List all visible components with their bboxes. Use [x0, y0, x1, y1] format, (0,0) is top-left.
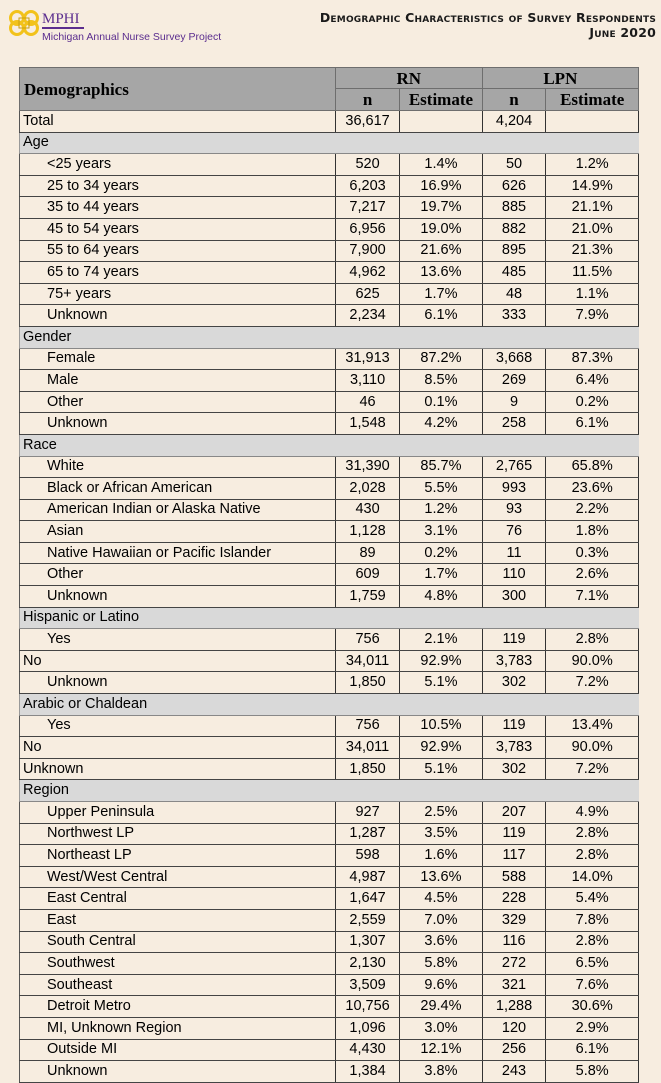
lpn-estimate: 2.6% [546, 564, 639, 586]
rn-n: 6,203 [335, 175, 399, 197]
rn-n: 89 [335, 542, 399, 564]
row-label: East Central [20, 888, 336, 910]
rn-estimate: 13.6% [400, 262, 482, 284]
row-label: Native Hawaiian or Pacific Islander [20, 542, 336, 564]
rn-n: 2,130 [335, 953, 399, 975]
total-row [20, 111, 639, 133]
lpn-n: 485 [482, 262, 546, 284]
lpn-n: 321 [482, 974, 546, 996]
row-label: South Central [20, 931, 336, 953]
rn-n: 34,011 [335, 737, 399, 759]
rn-n: 7,217 [335, 197, 399, 219]
lpn-estimate: 1.2% [546, 154, 639, 176]
lpn-n: 895 [482, 240, 546, 262]
rn-estimate: 2.1% [400, 629, 482, 651]
lpn-estimate: 21.1% [546, 197, 639, 219]
lpn-n: 333 [482, 305, 546, 327]
rn-n: 1,850 [335, 758, 399, 780]
table-row [20, 866, 639, 888]
rn-n: 34,011 [335, 650, 399, 672]
rn-estimate: 1.2% [400, 499, 482, 521]
lpn-n: 3,668 [482, 348, 546, 370]
rn-n: 598 [335, 845, 399, 867]
column-header-demographics: Demographics [20, 68, 336, 111]
lpn-estimate: 23.6% [546, 478, 639, 500]
rn-n: 1,850 [335, 672, 399, 694]
row-label: Other [20, 564, 336, 586]
rn-estimate: 0.2% [400, 542, 482, 564]
table-row [20, 348, 639, 370]
rn-estimate: 29.4% [400, 996, 482, 1018]
lpn-estimate: 7.2% [546, 758, 639, 780]
rn-n: 31,390 [335, 456, 399, 478]
table-row [20, 823, 639, 845]
lpn-n: 11 [482, 542, 546, 564]
rn-n: 7,900 [335, 240, 399, 262]
lpn-estimate: 13.4% [546, 715, 639, 737]
column-group-lpn: LPN [482, 68, 638, 89]
rn-n: 1,548 [335, 413, 399, 435]
lpn-estimate: 6.1% [546, 1039, 639, 1061]
table-row [20, 499, 639, 521]
table-row [20, 802, 639, 824]
row-label: Detroit Metro [20, 996, 336, 1018]
row-label: White [20, 456, 336, 478]
lpn-estimate: 6.5% [546, 953, 639, 975]
title-line-1: Demographic Characteristics of Survey Respondents [319, 10, 656, 25]
table-row [20, 413, 639, 435]
lpn-estimate: 1.1% [546, 283, 639, 305]
table-row [20, 521, 639, 543]
table-row [20, 953, 639, 975]
lpn-estimate: 6.1% [546, 413, 639, 435]
row-label: 25 to 34 years [20, 175, 336, 197]
lpn-n: 119 [482, 629, 546, 651]
table-row [20, 218, 639, 240]
rn-estimate: 16.9% [400, 175, 482, 197]
lpn-n: 272 [482, 953, 546, 975]
row-label: Yes [20, 715, 336, 737]
row-label: 55 to 64 years [20, 240, 336, 262]
table-row [20, 586, 639, 608]
table-row [20, 370, 639, 392]
rn-n: 36,617 [335, 111, 399, 133]
rn-estimate: 4.8% [400, 586, 482, 608]
lpn-estimate: 6.4% [546, 370, 639, 392]
column-header-rn-estimate: Estimate [400, 89, 482, 111]
rn-n: 1,096 [335, 1017, 399, 1039]
column-header-rn-n: n [335, 89, 399, 111]
rn-estimate: 1.7% [400, 283, 482, 305]
lpn-estimate: 7.9% [546, 305, 639, 327]
row-label: 35 to 44 years [20, 197, 336, 219]
rn-estimate: 4.2% [400, 413, 482, 435]
row-label: Male [20, 370, 336, 392]
rn-estimate: 8.5% [400, 370, 482, 392]
lpn-n: 4,204 [482, 111, 546, 133]
row-label: Northeast LP [20, 845, 336, 867]
lpn-n: 302 [482, 758, 546, 780]
row-label: Yes [20, 629, 336, 651]
lpn-estimate: 5.8% [546, 1061, 639, 1083]
lpn-estimate: 5.4% [546, 888, 639, 910]
row-label: Unknown [20, 1061, 336, 1083]
table-row [20, 240, 639, 262]
column-header-lpn-n: n [482, 89, 546, 111]
table-row [20, 909, 639, 931]
lpn-estimate: 21.0% [546, 218, 639, 240]
table-row [20, 197, 639, 219]
lpn-n: 93 [482, 499, 546, 521]
lpn-n: 117 [482, 845, 546, 867]
rn-estimate: 9.6% [400, 974, 482, 996]
table-row [20, 1039, 639, 1061]
table-row [20, 564, 639, 586]
section-title: Age [20, 132, 639, 154]
lpn-n: 1,288 [482, 996, 546, 1018]
lpn-estimate: 2.8% [546, 845, 639, 867]
table-row [20, 888, 639, 910]
rn-estimate: 92.9% [400, 737, 482, 759]
rn-estimate: 19.7% [400, 197, 482, 219]
lpn-estimate: 0.2% [546, 391, 639, 413]
row-label: No [20, 650, 336, 672]
lpn-estimate: 1.8% [546, 521, 639, 543]
lpn-estimate: 2.8% [546, 629, 639, 651]
rn-n: 609 [335, 564, 399, 586]
row-label: Unknown [20, 586, 336, 608]
row-label: Total [20, 111, 336, 133]
rn-estimate: 3.8% [400, 1061, 482, 1083]
row-label: Female [20, 348, 336, 370]
header-row-groups [20, 68, 639, 89]
table-row [20, 974, 639, 996]
row-label: Unknown [20, 672, 336, 694]
row-label: Unknown [20, 305, 336, 327]
column-group-rn: RN [335, 68, 482, 89]
rn-estimate: 19.0% [400, 218, 482, 240]
rn-estimate: 0.1% [400, 391, 482, 413]
section-header-arabic [20, 694, 639, 716]
rn-estimate: 1.4% [400, 154, 482, 176]
lpn-n: 119 [482, 715, 546, 737]
row-label: West/West Central [20, 866, 336, 888]
row-label: American Indian or Alaska Native [20, 499, 336, 521]
project-name: Michigan Annual Nurse Survey Project [42, 31, 222, 43]
row-label: 45 to 54 years [20, 218, 336, 240]
lpn-n: 207 [482, 802, 546, 824]
rn-estimate: 3.0% [400, 1017, 482, 1039]
lpn-n: 269 [482, 370, 546, 392]
section-header-age [20, 132, 639, 154]
lpn-n: 76 [482, 521, 546, 543]
lpn-n: 50 [482, 154, 546, 176]
rn-n: 4,430 [335, 1039, 399, 1061]
rn-estimate: 12.1% [400, 1039, 482, 1061]
rn-n: 2,234 [335, 305, 399, 327]
rn-estimate: 4.5% [400, 888, 482, 910]
lpn-n: 120 [482, 1017, 546, 1039]
rn-n: 1,307 [335, 931, 399, 953]
lpn-estimate: 2.8% [546, 931, 639, 953]
table-row [20, 283, 639, 305]
table-row [20, 391, 639, 413]
lpn-n: 885 [482, 197, 546, 219]
rn-estimate: 10.5% [400, 715, 482, 737]
page-title [320, 10, 656, 40]
row-label: Black or African American [20, 478, 336, 500]
lpn-n: 882 [482, 218, 546, 240]
rn-estimate: 5.5% [400, 478, 482, 500]
lpn-n: 2,765 [482, 456, 546, 478]
table-row [20, 715, 639, 737]
table-row [20, 758, 639, 780]
rn-n: 1,128 [335, 521, 399, 543]
row-label: No [20, 737, 336, 759]
row-label: East [20, 909, 336, 931]
demographics-table [19, 67, 639, 1083]
rn-n: 756 [335, 715, 399, 737]
lpn-n: 110 [482, 564, 546, 586]
section-header-region [20, 780, 639, 802]
lpn-n: 116 [482, 931, 546, 953]
table-row [20, 629, 639, 651]
rn-estimate: 3.6% [400, 931, 482, 953]
row-label: Unknown [20, 413, 336, 435]
lpn-estimate: 2.2% [546, 499, 639, 521]
row-label: <25 years [20, 154, 336, 176]
lpn-n: 300 [482, 586, 546, 608]
row-label: Upper Peninsula [20, 802, 336, 824]
row-label: MI, Unknown Region [20, 1017, 336, 1039]
rn-n: 3,509 [335, 974, 399, 996]
section-title: Gender [20, 326, 639, 348]
section-header-hispanic [20, 607, 639, 629]
rn-estimate: 85.7% [400, 456, 482, 478]
table-row [20, 1017, 639, 1039]
brand-name: MPHI [42, 12, 84, 29]
lpn-estimate: 0.3% [546, 542, 639, 564]
rn-estimate: 1.7% [400, 564, 482, 586]
rn-n: 625 [335, 283, 399, 305]
table-row [20, 542, 639, 564]
section-title: Hispanic or Latino [20, 607, 639, 629]
lpn-estimate: 90.0% [546, 650, 639, 672]
lpn-n: 3,783 [482, 650, 546, 672]
table-row [20, 650, 639, 672]
rn-n: 10,756 [335, 996, 399, 1018]
table-row [20, 478, 639, 500]
lpn-estimate: 7.2% [546, 672, 639, 694]
rn-n: 927 [335, 802, 399, 824]
lpn-n: 626 [482, 175, 546, 197]
row-label: Outside MI [20, 1039, 336, 1061]
rn-n: 1,384 [335, 1061, 399, 1083]
rn-estimate: 87.2% [400, 348, 482, 370]
row-label: Unknown [20, 758, 336, 780]
table-row [20, 262, 639, 284]
lpn-estimate: 7.6% [546, 974, 639, 996]
table-row [20, 456, 639, 478]
rn-n: 756 [335, 629, 399, 651]
rn-n: 2,559 [335, 909, 399, 931]
rn-n: 4,962 [335, 262, 399, 284]
rn-estimate [400, 111, 482, 133]
rn-estimate: 2.5% [400, 802, 482, 824]
table-row [20, 1061, 639, 1083]
lpn-estimate: 65.8% [546, 456, 639, 478]
title-line-2: June 2020 [589, 25, 656, 40]
table-row [20, 305, 639, 327]
rn-n: 4,987 [335, 866, 399, 888]
lpn-estimate [546, 111, 639, 133]
rn-estimate: 21.6% [400, 240, 482, 262]
rn-estimate: 7.0% [400, 909, 482, 931]
rn-estimate: 13.6% [400, 866, 482, 888]
row-label: Southeast [20, 974, 336, 996]
lpn-estimate: 7.8% [546, 909, 639, 931]
table-row [20, 931, 639, 953]
lpn-n: 48 [482, 283, 546, 305]
rn-estimate: 5.1% [400, 758, 482, 780]
row-label: 75+ years [20, 283, 336, 305]
rn-n: 3,110 [335, 370, 399, 392]
section-title: Arabic or Chaldean [20, 694, 639, 716]
section-header-gender [20, 326, 639, 348]
lpn-estimate: 4.9% [546, 802, 639, 824]
column-header-lpn-estimate: Estimate [546, 89, 639, 111]
lpn-n: 3,783 [482, 737, 546, 759]
lpn-estimate: 87.3% [546, 348, 639, 370]
lpn-estimate: 11.5% [546, 262, 639, 284]
table-row [20, 672, 639, 694]
rn-n: 1,647 [335, 888, 399, 910]
rn-n: 1,759 [335, 586, 399, 608]
row-label: Northwest LP [20, 823, 336, 845]
table-row [20, 154, 639, 176]
row-label: 65 to 74 years [20, 262, 336, 284]
section-header-race [20, 434, 639, 456]
lpn-n: 258 [482, 413, 546, 435]
lpn-estimate: 7.1% [546, 586, 639, 608]
table-row [20, 996, 639, 1018]
rn-n: 2,028 [335, 478, 399, 500]
lpn-estimate: 14.9% [546, 175, 639, 197]
rn-n: 430 [335, 499, 399, 521]
rn-estimate: 3.1% [400, 521, 482, 543]
table-row [20, 175, 639, 197]
brand-block [42, 10, 221, 44]
table-row [20, 845, 639, 867]
rn-estimate: 5.1% [400, 672, 482, 694]
table-row [20, 737, 639, 759]
rn-estimate: 92.9% [400, 650, 482, 672]
lpn-estimate: 30.6% [546, 996, 639, 1018]
rn-n: 1,287 [335, 823, 399, 845]
lpn-n: 329 [482, 909, 546, 931]
lpn-estimate: 90.0% [546, 737, 639, 759]
lpn-estimate: 2.9% [546, 1017, 639, 1039]
row-label: Other [20, 391, 336, 413]
row-label: Southwest [20, 953, 336, 975]
lpn-n: 256 [482, 1039, 546, 1061]
lpn-n: 993 [482, 478, 546, 500]
lpn-n: 119 [482, 823, 546, 845]
lpn-n: 302 [482, 672, 546, 694]
section-title: Race [20, 434, 639, 456]
lpn-estimate: 14.0% [546, 866, 639, 888]
rn-n: 520 [335, 154, 399, 176]
rn-estimate: 5.8% [400, 953, 482, 975]
rn-n: 6,956 [335, 218, 399, 240]
row-label: Asian [20, 521, 336, 543]
rn-estimate: 3.5% [400, 823, 482, 845]
lpn-n: 588 [482, 866, 546, 888]
section-title: Region [20, 780, 639, 802]
rn-n: 31,913 [335, 348, 399, 370]
lpn-n: 243 [482, 1061, 546, 1083]
lpn-estimate: 21.3% [546, 240, 639, 262]
lpn-n: 9 [482, 391, 546, 413]
mphi-knot-logo-icon [8, 9, 40, 37]
rn-estimate: 1.6% [400, 845, 482, 867]
lpn-estimate: 2.8% [546, 823, 639, 845]
rn-estimate: 6.1% [400, 305, 482, 327]
page-header [0, 0, 661, 50]
rn-n: 46 [335, 391, 399, 413]
lpn-n: 228 [482, 888, 546, 910]
